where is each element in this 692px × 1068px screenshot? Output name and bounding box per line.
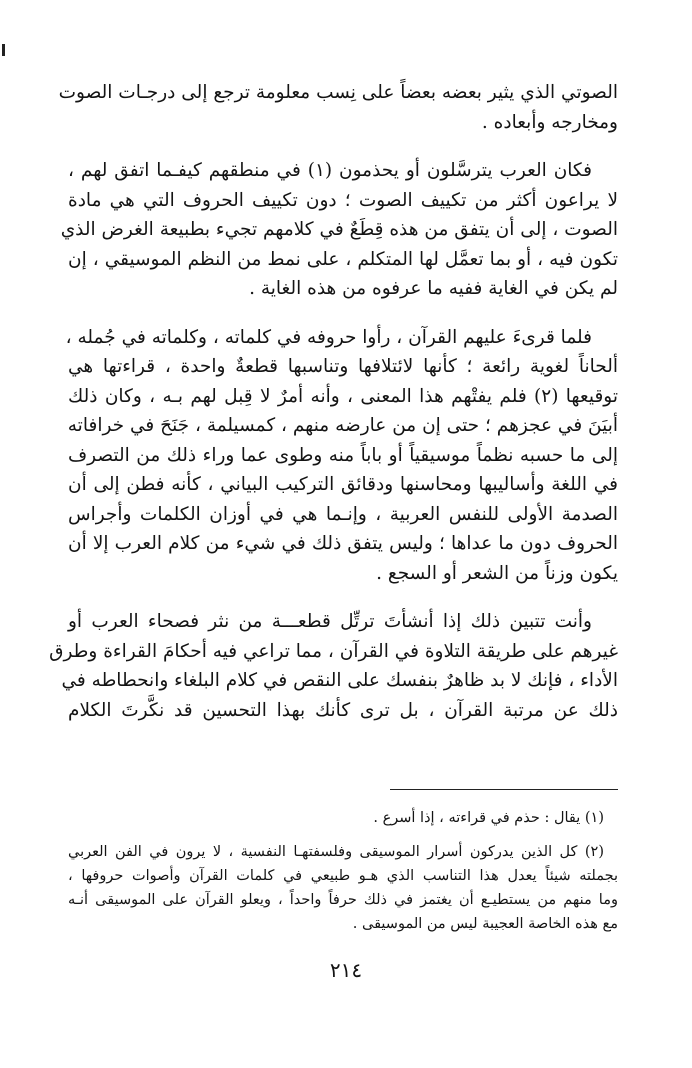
footnote-divider <box>390 789 618 790</box>
scan-edge-mark <box>2 44 5 56</box>
text-line: تكون فيه ، أو بما تعمَّل لها المتكلم ، على نمط من النظم الموسيقي ، إن <box>68 248 618 270</box>
text-line: يكون وزناً من الشعر أو السجع . <box>376 562 618 584</box>
page-number: ٢١٤ <box>329 958 363 982</box>
paragraph-gap <box>68 588 618 607</box>
text-line: ومخارجه وأبعاده . <box>481 111 618 133</box>
footnote-line: (٢) كل الذين يدركون أسرار الموسيقى وفلسفتهـا النفسية ، لا يرون في الفن العربي <box>68 844 604 860</box>
paragraph-1 <box>58 78 618 137</box>
paragraph-gap <box>68 304 618 323</box>
text-line: ذلك عن مرتبة القرآن ، بل ترى كأنك بهذا التحسين قد نكَّرتَ الكلام <box>68 699 618 721</box>
text-line: الصدمة الأولى للنفس العربية ، وإنـما هي في أوزان الكلمات وأجراس <box>68 503 618 525</box>
text-line: توقيعها (٢) فلم يفتْهم هذا المعنى ، وأنه أمرٌ لا قِبل لهم بـه ، وكان ذلك <box>68 385 618 407</box>
text-line: الأداء ، فإنك لا بد ظاهرٌ بنفسك على النقص في كلام البلغاء وانحطاطه في <box>61 670 618 691</box>
paragraph-gap <box>68 137 618 156</box>
text-line: إلى ما حسبه نظماً موسيقياً أو باباً منه وطوى عما وراء ذلك من التصرف <box>68 444 618 466</box>
text-line: في اللغة وأساليبها ومحاسنها ودقائق التركيب البياني ، كأنه فطن إلى أن <box>68 474 618 495</box>
footnote-line: مع هذه الخاصة العجيبة ليس من الموسيقى . <box>352 916 618 932</box>
footnote-gap <box>68 830 618 840</box>
paragraph-3 <box>65 323 618 589</box>
footnote-1 <box>68 806 618 830</box>
text-line: الصوت ، إلى أن يتفق من هذه قِطَعٌ في كلامهم تجيء بطبيعة الغرض الذي <box>60 219 618 240</box>
text-line: فكان العرب يترسَّلون أو يحذمون (١) في منطقهم كيفـما اتفق لهم ، <box>68 160 592 181</box>
text-line: لم يكن في الغاية ففيه ما عرفوه من هذه الغاية . <box>249 278 618 299</box>
footnote-line: بجملته شيئاً يعدل هذا التناسب الذي هـو طبيعي في كلمات القرآن وأصوات حروفها ، <box>68 868 618 884</box>
text-line: لا يراعون أكثر من تكييف الصوت ؛ دون تكييف الحروف التي هي مادة <box>68 189 618 211</box>
text-line: فلما قرىءَ عليهم القرآن ، رأوا حروفه في كلماته ، وكلماته في جُمله ، <box>65 326 592 348</box>
text-line: ألحاناً لغوية رائعة ؛ كأنها لائتلافها وتناسبها قطعةٌ واحدة ، قراءتها هي <box>68 356 618 377</box>
footnote-line: (١) يقال : حذم في قراءته ، إذا أسرع . <box>373 810 604 826</box>
footnotes <box>68 806 618 936</box>
text-line: وأنت تتبين ذلك إذا أنشأتَ ترتِّل قطعـــة من نثر فصحاء العرب أو <box>68 611 592 632</box>
paragraph-4 <box>49 607 618 725</box>
text-line: أبيَنَ في عجزهم ؛ حتى إن من عارضه منهم ، كمسيلمة ، جَنَحَ في خرافاته <box>67 415 618 436</box>
text-line: غيرهم على طريقة التلاوة في القرآن ، مما تراعي فيه أحكامَ القراءة وطرق <box>49 640 618 662</box>
main-text <box>49 78 618 725</box>
text-line: الصوتي الذي يثير بعضه بعضاً على نِسب معلومة ترجع إلى درجـات الصوت <box>58 82 618 103</box>
footnote-2 <box>68 840 618 936</box>
footnote-line: وما منهم من يستطيـع أن يغتمز في ذلك حرفاً واحداً ، ويعلو القرآن على الموسيقى أنـه <box>68 892 618 908</box>
text-line: الحروف دون ما عداها ؛ وليس يتفق ذلك في شيء من كلام العرب إلا أن <box>68 533 618 554</box>
paragraph-2 <box>60 156 618 304</box>
